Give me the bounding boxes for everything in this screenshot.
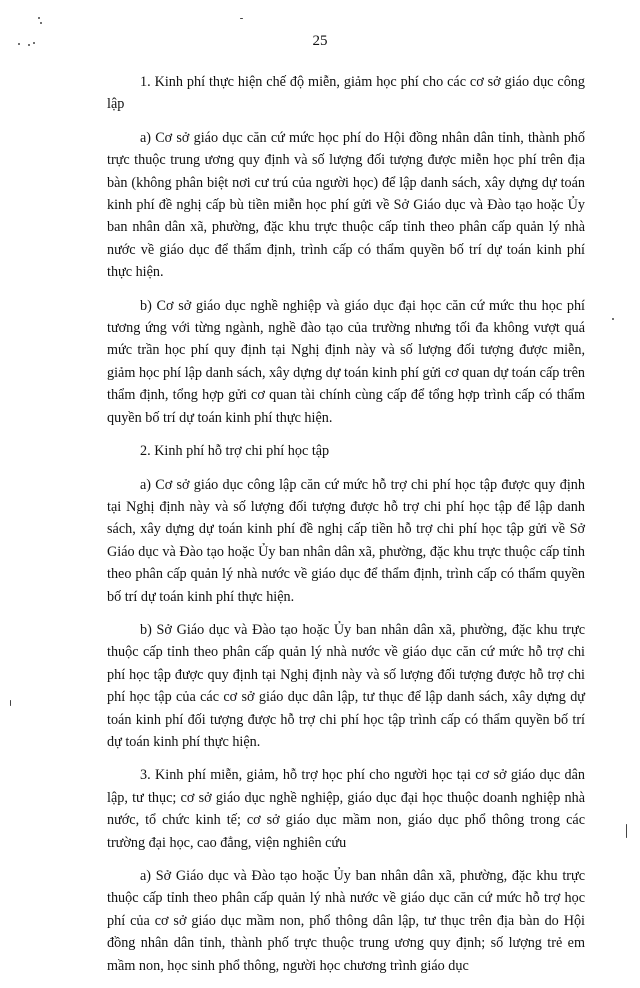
section-1-paragraph-a: a) Cơ sở giáo dục căn cứ mức học phí do Hội đồng nhân dân tỉnh, thành phố trực thuộc trung ương quy định và số lượng đối tượng được miễn học phí trên địa bàn (không phân biệt nơi cư trú của người học) để lập danh sách, xây dựng dự toán kinh phí đề nghị cấp bù tiền miễn học phí gửi về Sở Giáo dục và Đào tạo hoặc Ủy ban nhân dân xã, phường, đặc khu trực thuộc cấp tỉnh theo phân cấp quản lý nhà nước về giáo dục để thẩm định, trình cấp có thẩm quyền bố trí dự toán kinh phí thực hiện. [107, 129, 585, 281]
scan-speck [38, 17, 40, 19]
scan-speck [40, 22, 42, 24]
scan-speck [626, 824, 627, 838]
scan-speck [612, 318, 614, 320]
section-2-paragraph-a: a) Cơ sở giáo dục công lập căn cứ mức hỗ trợ chi phí học tập được quy định tại Nghị định này và số lượng đối tượng được hỗ trợ chi phí học tập để lập danh sách, xây dựng dự toán kinh phí đề nghị cấp tiền hỗ trợ chi phí học tập gửi về Sở Giáo dục và Đào tạo hoặc Ủy ban nhân dân xã, phường, đặc khu trực thuộc cấp tỉnh theo phân cấp quản lý nhà nước về giáo dục để thẩm định, trình cấp có thẩm quyền bố trí dự toán kinh phí thực hiện. [107, 476, 585, 605]
section-1-paragraph-b: b) Cơ sở giáo dục nghề nghiệp và giáo dục đại học căn cứ mức thu học phí tương ứng với từng ngành, nghề đào tạo của trường nhưng tối đa không vượt quá mức trần học phí quy định tại Nghị định này và số lượng đối tượng được miễn, giảm học phí lập danh sách, xây dựng dự toán kinh phí gửi cơ quan dự toán cấp trên thẩm định, tổng hợp gửi cơ quan tài chính cùng cấp để tổng hợp trình cấp có thẩm quyền bố trí dự toán kinh phí thực hiện. [107, 297, 585, 426]
section-1-heading: 1. Kinh phí thực hiện chế độ miễn, giảm học phí cho các cơ sở giáo dục công lập [107, 74, 585, 113]
scan-speck [240, 18, 243, 19]
section-2-paragraph-b: b) Sở Giáo dục và Đào tạo hoặc Ủy ban nhân dân xã, phường, đặc khu trực thuộc cấp tỉnh theo phân cấp quản lý nhà nước về giáo dục căn cứ mức hỗ trợ chi phí học tập được quy định tại Nghị định này và số lượng đối tượng được hỗ trợ chi phí học tập của các cơ sở giáo dục dân lập, tư thục để lập danh sách, xây dựng dự toán kinh phí đối tượng được hỗ trợ chi phí học tập trình cấp có thẩm quyền bố trí dự toán kinh phí thực hiện. [107, 621, 585, 750]
section-2-heading: 2. Kinh phí hỗ trợ chi phí học tập [140, 443, 330, 460]
page-number: 25 [312, 33, 328, 49]
section-3-heading: 3. Kinh phí miễn, giảm, hỗ trợ học phí cho người học tại cơ sở giáo dục dân lập, tư thục; cơ sở giáo dục nghề nghiệp, giáo dục đại học thuộc doanh nghiệp nhà nước, tổ chức kinh tế; cơ sở giáo dục mầm non, giáo dục phổ thông trong các trường đại học, cao đẳng, viện nghiên cứu [107, 767, 585, 851]
scan-speck [10, 700, 11, 706]
document-body [107, 71, 585, 988]
section-3-paragraph-a: a) Sở Giáo dục và Đào tạo hoặc Ủy ban nhân dân xã, phường, đặc khu trực thuộc cấp tỉnh theo phân cấp quản lý nhà nước về giáo dục căn cứ mức hỗ trợ học phí của cơ sở giáo dục mầm non, phổ thông dân lập, tư thục trên địa bàn do Hội đồng nhân dân tỉnh, thành phố trực thuộc trung ương quy định; số lượng trẻ em mầm non, học sinh phổ thông, người học chương trình giáo dục [107, 868, 585, 974]
